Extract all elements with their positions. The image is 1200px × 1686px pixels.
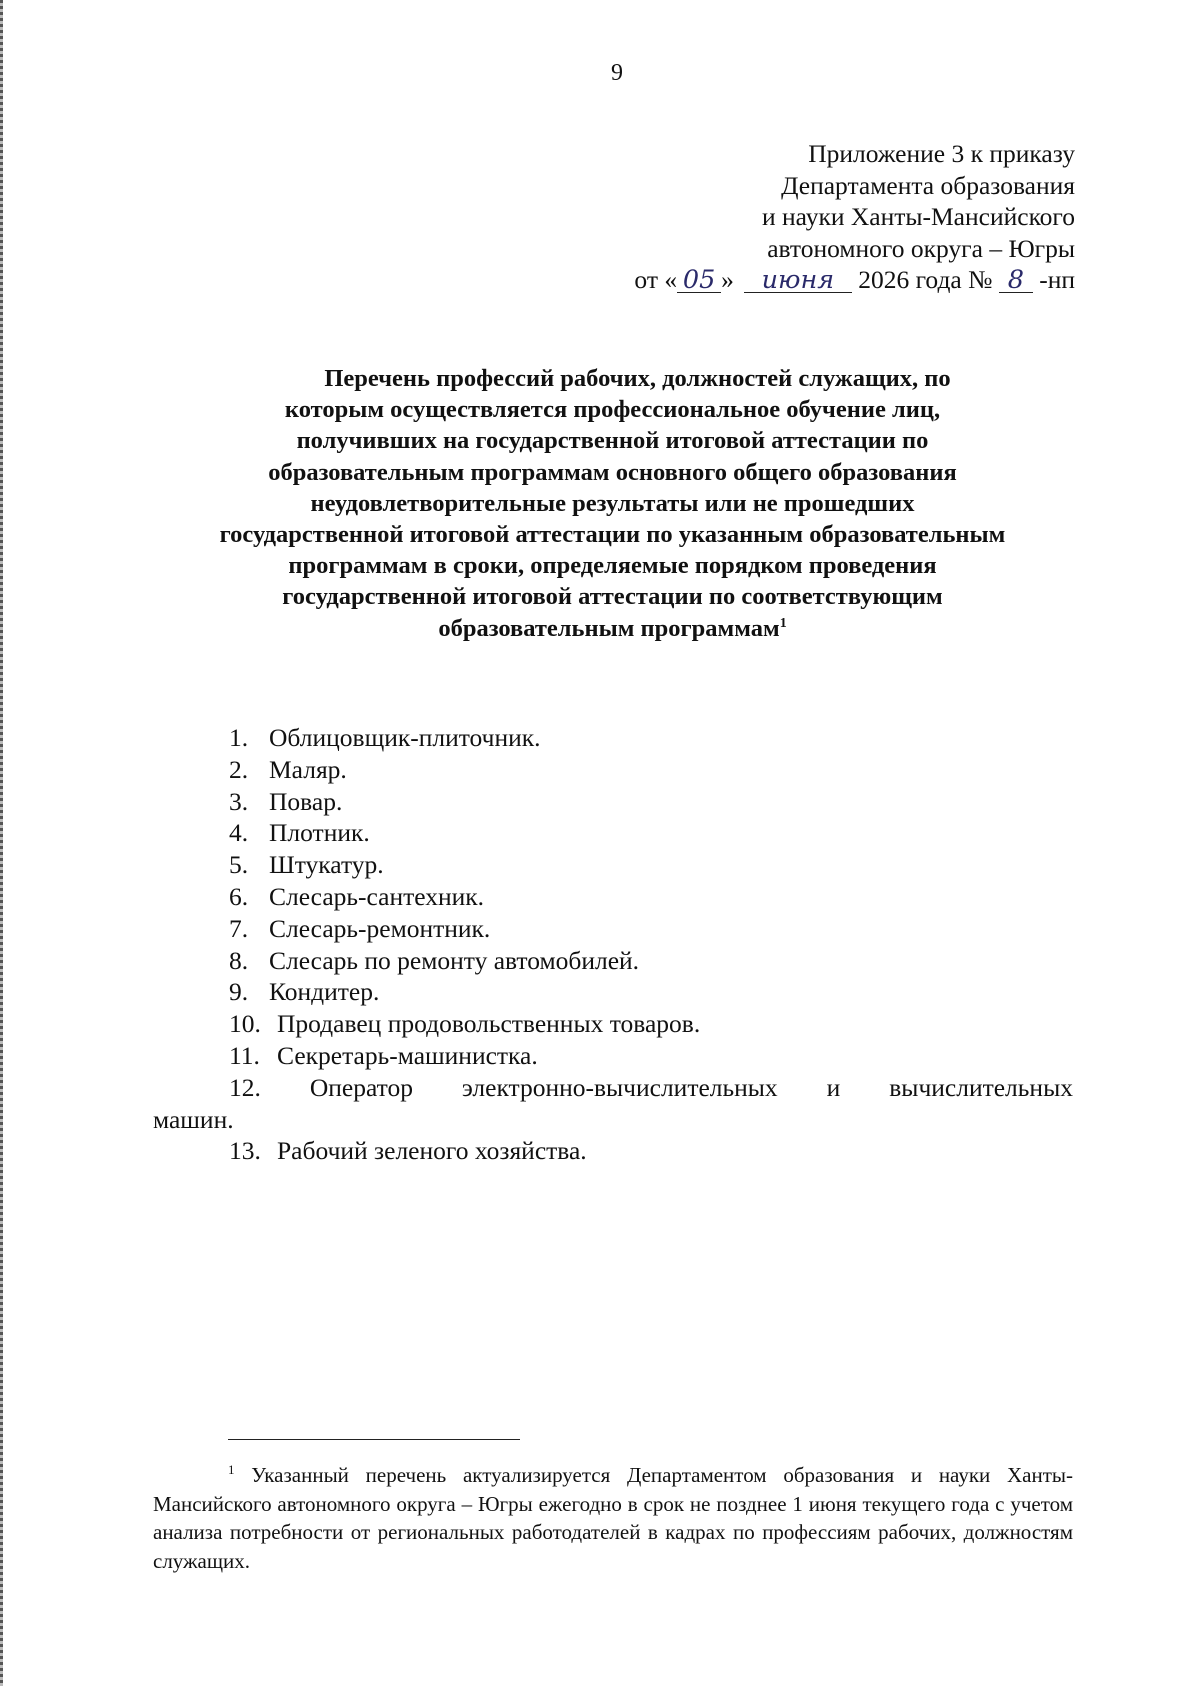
list-item-text: Продавец продовольственных товаров. bbox=[277, 1009, 701, 1039]
list-item-number: 13. bbox=[229, 1136, 261, 1166]
list-item-number: 11. bbox=[229, 1040, 260, 1070]
list-item-number: 8. bbox=[229, 945, 249, 975]
list-item-number: 12. bbox=[229, 1072, 261, 1102]
date-close: » bbox=[721, 265, 734, 294]
title-footnote-mark: 1 bbox=[779, 615, 787, 631]
title-line-8: государственной итоговой аттестации по соответствующим bbox=[282, 583, 943, 611]
document-title bbox=[150, 363, 1075, 644]
title-line-9 bbox=[150, 613, 1075, 644]
list-item bbox=[153, 722, 1073, 754]
list-item-continuation: машин. bbox=[153, 1104, 234, 1134]
title-line-6: государственной итоговой аттестации по указанным образовательным bbox=[219, 521, 1006, 549]
title-line-2: которым осуществляется профессиональное обучение лиц, bbox=[284, 396, 941, 424]
list-item-first-line bbox=[153, 1072, 1073, 1104]
list-item bbox=[153, 913, 1073, 945]
professions-list bbox=[153, 722, 1073, 1167]
list-item-number: 1. bbox=[229, 723, 249, 752]
list-item bbox=[153, 1008, 1073, 1040]
list-item-word: и bbox=[826, 1072, 841, 1102]
list-item-text: Слесарь-ремонтник. bbox=[269, 913, 491, 943]
list-item bbox=[153, 817, 1073, 849]
list-item-number: 10. bbox=[229, 1009, 261, 1039]
number-suffix: -нп bbox=[1039, 265, 1075, 294]
list-item-text: Повар. bbox=[269, 786, 343, 816]
list-item bbox=[153, 881, 1073, 913]
year-text: 2026 года № bbox=[858, 265, 993, 294]
list-item bbox=[153, 976, 1073, 1008]
title-line-1: Перечень профессий рабочих, должностей служащих, по bbox=[324, 365, 951, 392]
title-line-5: неудовлетворительные результаты или не прошедших bbox=[310, 489, 915, 517]
page-number: 9 bbox=[611, 60, 623, 86]
handwritten-month: июня bbox=[744, 268, 852, 293]
footnote-text: Указанный перечень актуализируется Департаментом образования и науки Ханты-Мансийского автономного округа – Югры ежегодно в срок не позднее 1 июня текущего года с учетом анализа потребности от региональных работодателей в кадрах по профессиям рабочих, должностям служащих. bbox=[153, 1463, 1074, 1574]
list-item-word: Оператор bbox=[309, 1072, 413, 1102]
list-item bbox=[153, 1072, 1073, 1136]
list-item-number: 4. bbox=[229, 818, 249, 848]
approval-line-3: и науки Ханты-Мансийского bbox=[762, 202, 1075, 231]
handwritten-order-number: 8 bbox=[999, 268, 1033, 293]
title-line-9-text: образовательным программам bbox=[438, 614, 780, 642]
approval-line-1: Приложение 3 к приказу bbox=[808, 139, 1075, 168]
list-item-text: Слесарь по ремонту автомобилей. bbox=[269, 945, 640, 975]
approval-block bbox=[634, 138, 1075, 296]
list-item-number: 9. bbox=[229, 977, 249, 1007]
list-item-number: 6. bbox=[229, 881, 249, 911]
title-line-4: образовательным программам основного общего образования bbox=[268, 458, 957, 486]
footnote bbox=[153, 1456, 1073, 1576]
list-item-number: 2. bbox=[229, 754, 249, 784]
list-item bbox=[153, 849, 1073, 881]
list-item-number: 3. bbox=[229, 786, 249, 816]
footnote-mark: 1 bbox=[228, 1462, 235, 1477]
date-prefix: от « bbox=[634, 265, 678, 294]
list-item bbox=[153, 754, 1073, 786]
approval-line-4: автономного округа – Югры bbox=[767, 233, 1075, 263]
title-line-3: получивших на государственной итоговой аттестации по bbox=[296, 427, 929, 455]
list-item-word: вычислительных bbox=[889, 1072, 1073, 1102]
list-item-number: 5. bbox=[229, 850, 249, 880]
scan-edge bbox=[0, 0, 3, 1686]
list-item bbox=[153, 945, 1073, 977]
approval-date-line bbox=[634, 264, 1075, 296]
list-item-text: Кондитер. bbox=[269, 977, 380, 1007]
list-item-text: Штукатур. bbox=[269, 850, 384, 880]
list-item-number: 7. bbox=[229, 913, 249, 943]
list-item-text: Облицовщик-плиточник. bbox=[269, 723, 541, 752]
list-item bbox=[153, 786, 1073, 818]
list-item bbox=[153, 1135, 1073, 1167]
approval-line-2: Департамента образования bbox=[781, 170, 1075, 200]
list-item-word: электронно-вычислительных bbox=[461, 1072, 778, 1102]
footnote-divider bbox=[228, 1439, 520, 1440]
list-item bbox=[153, 1040, 1073, 1072]
handwritten-day: 05 bbox=[677, 268, 721, 293]
list-item-text: Рабочий зеленого хозяйства. bbox=[277, 1136, 587, 1166]
title-line-7: программам в сроки, определяемые порядком проведения bbox=[288, 552, 937, 580]
list-item-text: Слесарь-сантехник. bbox=[269, 881, 485, 911]
list-item-text: Маляр. bbox=[269, 754, 347, 784]
list-item-text: Плотник. bbox=[269, 818, 370, 848]
list-item-text: Секретарь-машинистка. bbox=[277, 1040, 538, 1070]
